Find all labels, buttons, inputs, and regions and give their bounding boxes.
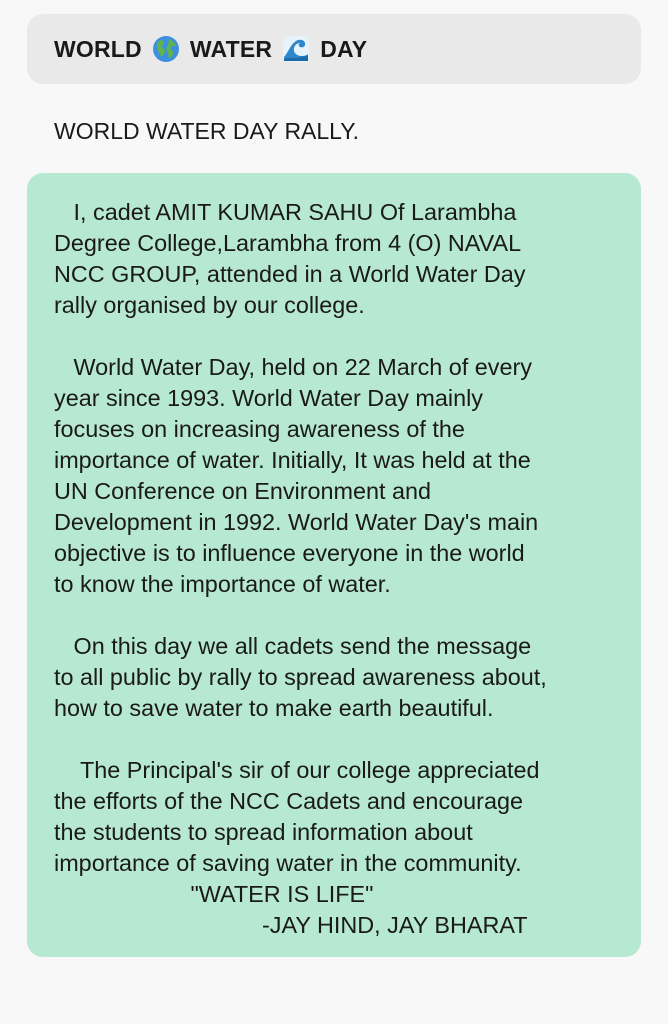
- note-title-bar[interactable]: [27, 14, 641, 84]
- paragraph-spacer: [54, 724, 621, 755]
- paragraph-spacer: [54, 600, 621, 631]
- note-body-card[interactable]: [27, 173, 641, 957]
- note-paragraph: On this day we all cadets send the message to all public by rally to spread awareness about, how to save water to make earth beautiful.: [54, 633, 547, 721]
- globe-icon: [152, 35, 180, 63]
- water-wave-icon: [282, 35, 310, 63]
- title-word-day: DAY: [320, 35, 368, 62]
- paragraph-spacer: [54, 321, 621, 352]
- note-subtitle[interactable]: WORLD WATER DAY RALLY.: [54, 118, 360, 144]
- note-paragraph: The Principal's sir of our college appreciated the efforts of the NCC Cadets and encourage the students to spread information about importance of saving water in the community. "WATER IS LIFE" -JAY HIND, JAY BHARAT: [54, 757, 540, 938]
- note-paragraph: World Water Day, held on 22 March of every year since 1993. World Water Day mainly focuses on increasing awareness of the importance of water. Initially, It was held at the UN Conference on Environment and Development in 1992. World Water Day's main objective is to influence everyone in the world to know the importance of water.: [54, 354, 539, 597]
- title-word-world: WORLD: [54, 35, 142, 62]
- note-title: [54, 35, 367, 63]
- note-paragraph: I, cadet AMIT KUMAR SAHU Of Larambha Degree College,Larambha from 4 (O) NAVAL NCC GROUP, attended in a World Water Day rally organised by our college.: [54, 199, 526, 318]
- title-word-water: WATER: [189, 35, 273, 62]
